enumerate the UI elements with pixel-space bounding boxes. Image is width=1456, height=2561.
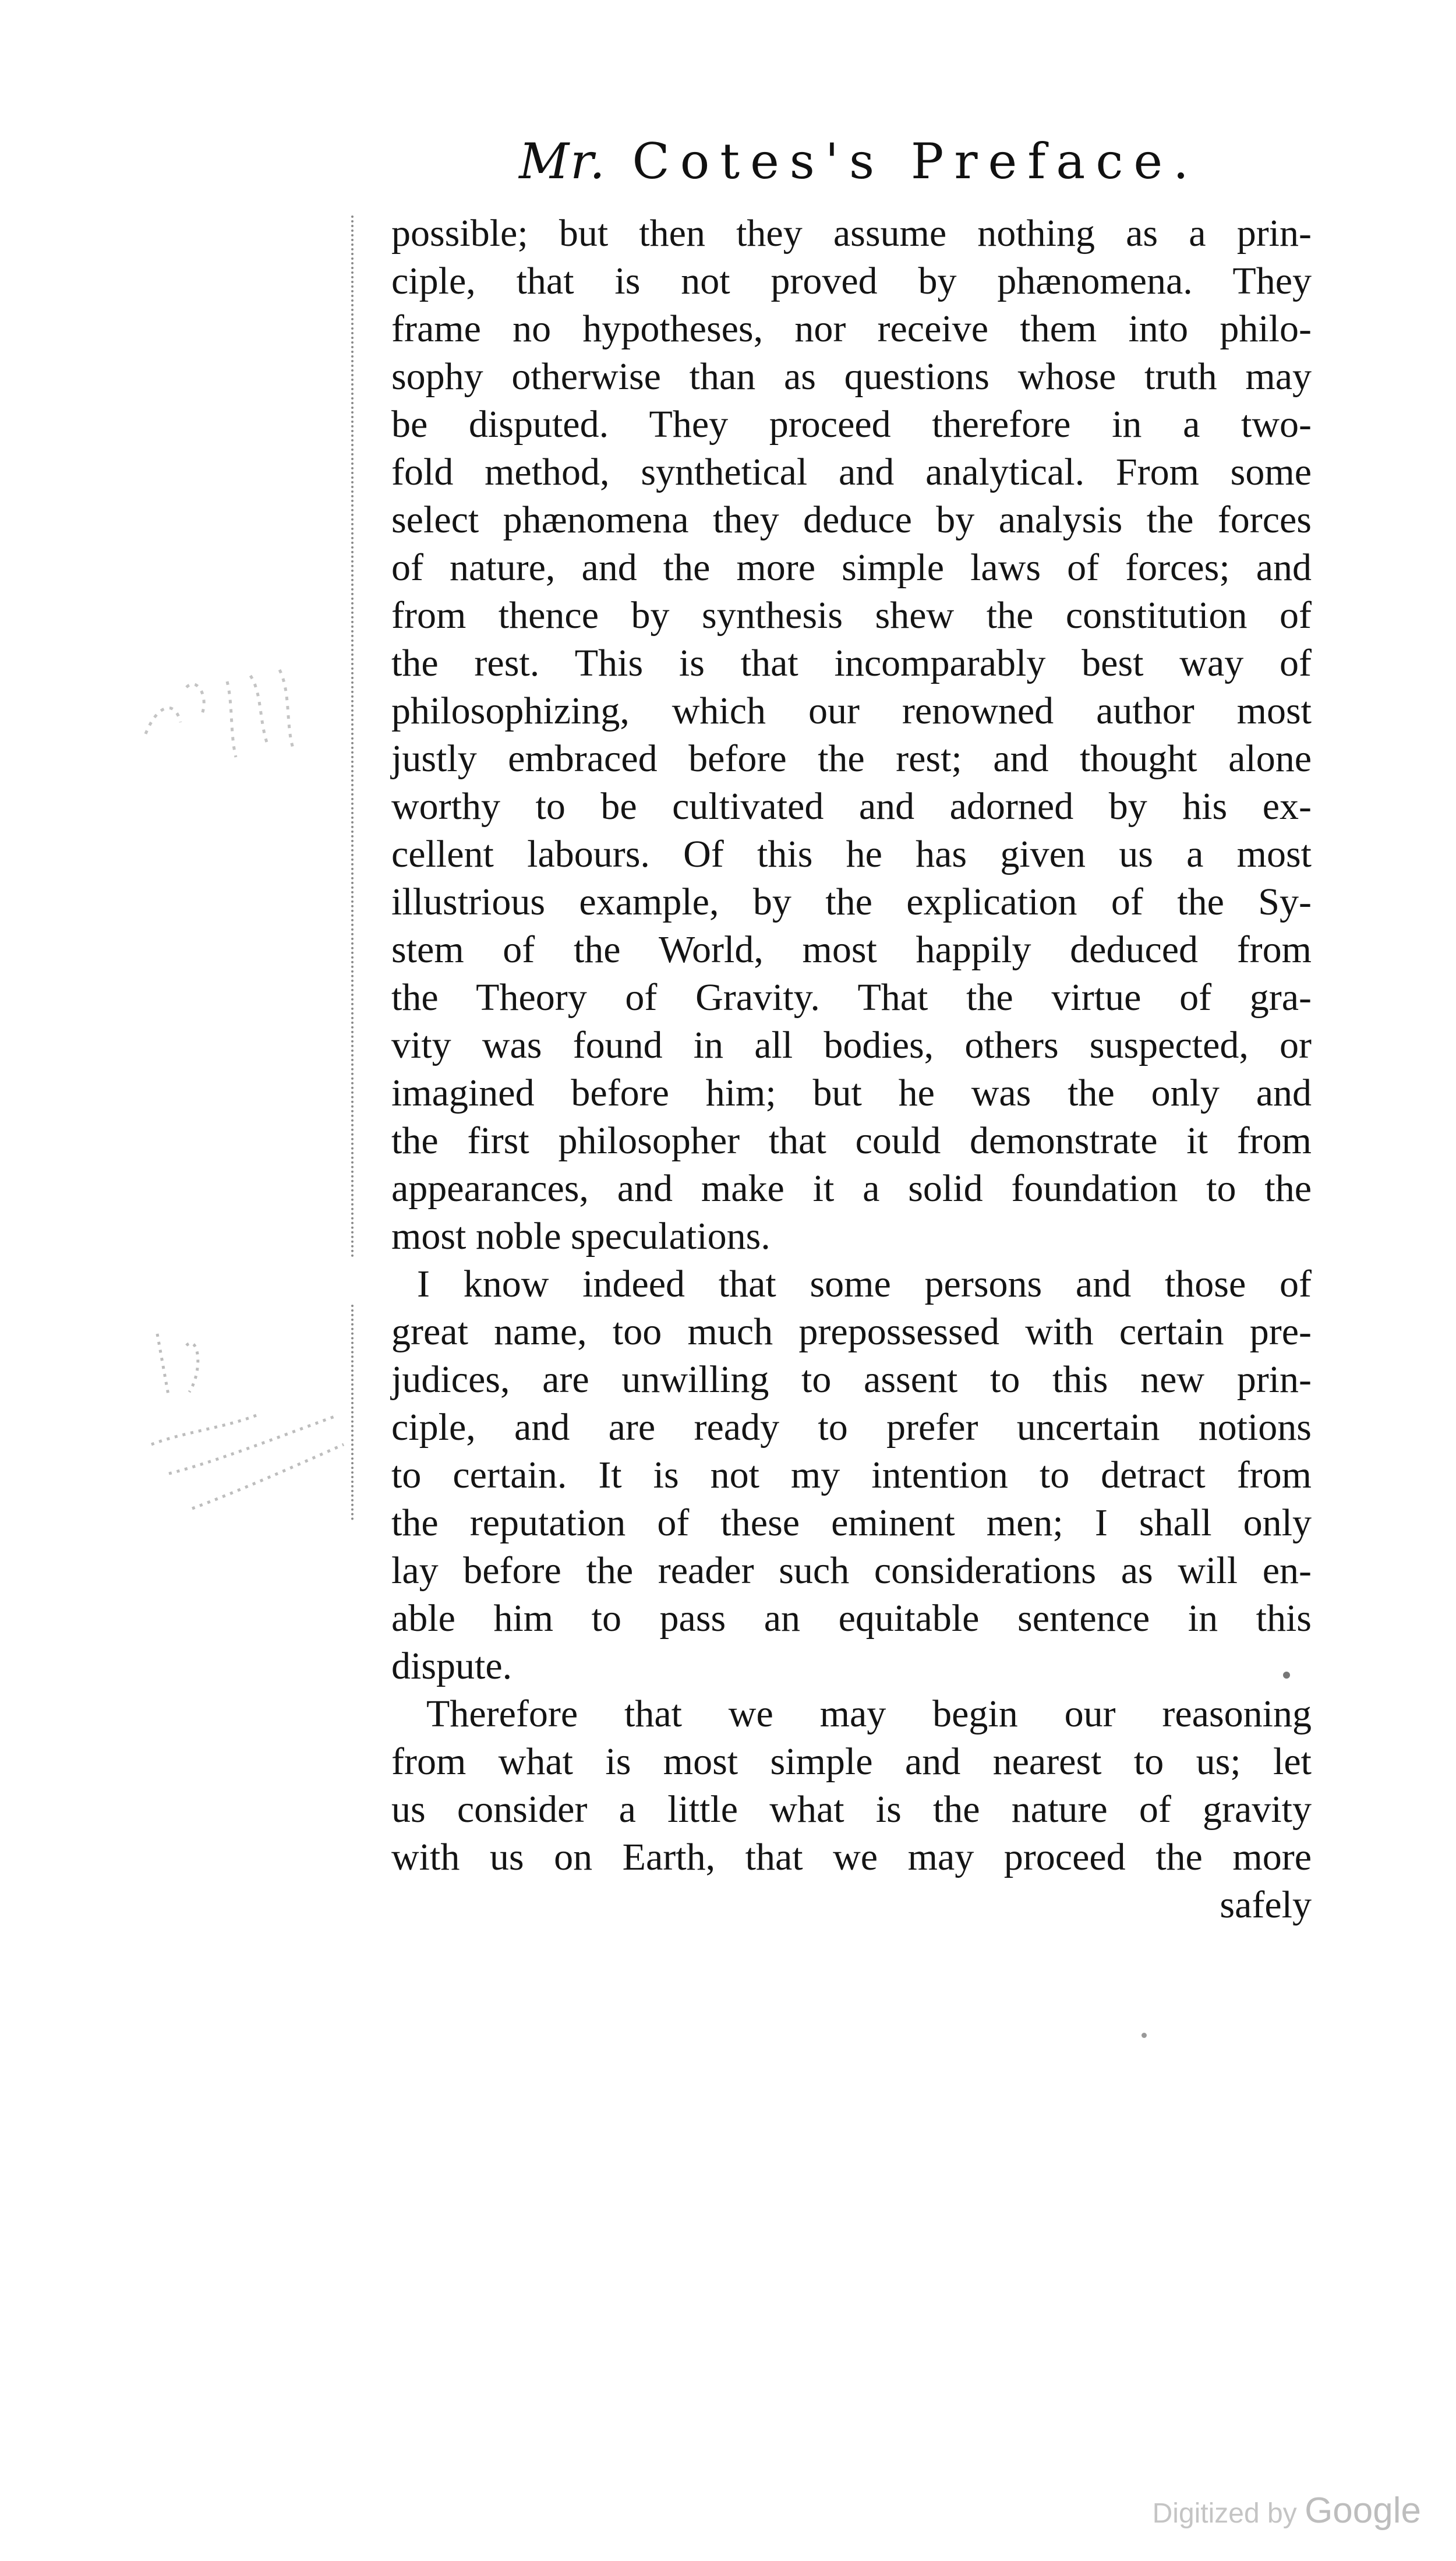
text-line: fold method, synthetical and analytical. From some (391, 451, 1312, 493)
text-line: appearances, and make it a solid foundation to the (391, 1167, 1312, 1210)
text-line: frame no hypotheses, nor receive them into philo- (391, 308, 1312, 350)
text-line: stem of the World, most happily deduced from (391, 928, 1312, 971)
text-line: from thence by synthesis shew the constitution of (391, 594, 1312, 637)
text-line: us consider a little what is the nature of gravity (391, 1788, 1312, 1831)
catchword: safely (1220, 1884, 1312, 1926)
pencil-annotation-upper (134, 617, 332, 792)
text-line: select phænomena they deduce by analysis the forces (391, 499, 1312, 541)
watermark-prefix: Digitized by (1152, 2498, 1297, 2529)
text-line: to certain. It is not my intention to detract from (391, 1454, 1312, 1496)
text-line: great name, too much prepossessed with certain pre- (391, 1310, 1312, 1353)
text-line: judices, are unwilling to assent to this new prin- (391, 1358, 1312, 1401)
text-line: the reputation of these eminent men; I shall only (391, 1502, 1312, 1544)
text-line: with us on Earth, that we may proceed the more (391, 1836, 1312, 1878)
paragraph-2 (391, 1260, 1312, 1690)
text-line: ciple, and are ready to prefer uncertain notions (391, 1406, 1312, 1449)
digitized-watermark (1153, 2490, 1421, 2531)
paragraph-3 (391, 1690, 1312, 1929)
text-line: most noble speculations. (391, 1215, 771, 1257)
running-head-title: Cotes's Preface. (632, 133, 1199, 190)
text-line: be disputed. They proceed therefore in a two- (391, 403, 1312, 446)
paragraph-1 (391, 210, 1312, 1260)
text-line: the Theory of Gravity. That the virtue of gra- (391, 976, 1312, 1019)
watermark-brand: Google (1305, 2491, 1421, 2531)
text-line: possible; but then they assume nothing as a prin- (391, 212, 1312, 255)
ink-speck (1283, 1672, 1290, 1679)
body-text (391, 210, 1312, 1929)
text-line: I know indeed that some persons and those of (417, 1263, 1312, 1305)
text-line: imagined before him; but he was the only and (391, 1072, 1312, 1114)
text-line: worthy to be cultivated and adorned by his ex- (391, 785, 1312, 828)
pencil-annotation-lower (134, 1310, 355, 1543)
running-head-prefix: Mr. (519, 133, 606, 190)
text-line: philosophizing, which our renowned author most (391, 690, 1312, 732)
text-line: dispute. (391, 1645, 513, 1687)
text-line: vity was found in all bodies, others suspected, or (391, 1024, 1312, 1066)
running-head (379, 133, 1340, 190)
text-line: the first philosopher that could demonstrate it from (391, 1119, 1312, 1162)
text-line: justly embraced before the rest; and thought alone (391, 737, 1312, 780)
margin-bracket-upper (351, 216, 358, 1258)
text-line: lay before the reader such considerations as will en- (391, 1549, 1312, 1592)
text-line: of nature, and the more simple laws of forces; and (391, 546, 1312, 589)
text-line: Therefore that we may begin our reasoning (426, 1693, 1312, 1735)
text-line: from what is most simple and nearest to us; let (391, 1740, 1312, 1783)
text-line: able him to pass an equitable sentence in this (391, 1597, 1312, 1640)
text-line: ciple, that is not proved by phænomena. They (391, 260, 1312, 302)
text-line: cellent labours. Of this he has given us a most (391, 833, 1312, 875)
text-line: the rest. This is that incomparably best way of (391, 642, 1312, 684)
text-line: illustrious example, by the explication of the Sy- (391, 881, 1312, 923)
ink-speck (1142, 2033, 1147, 2038)
text-line: sophy otherwise than as questions whose truth may (391, 355, 1312, 398)
